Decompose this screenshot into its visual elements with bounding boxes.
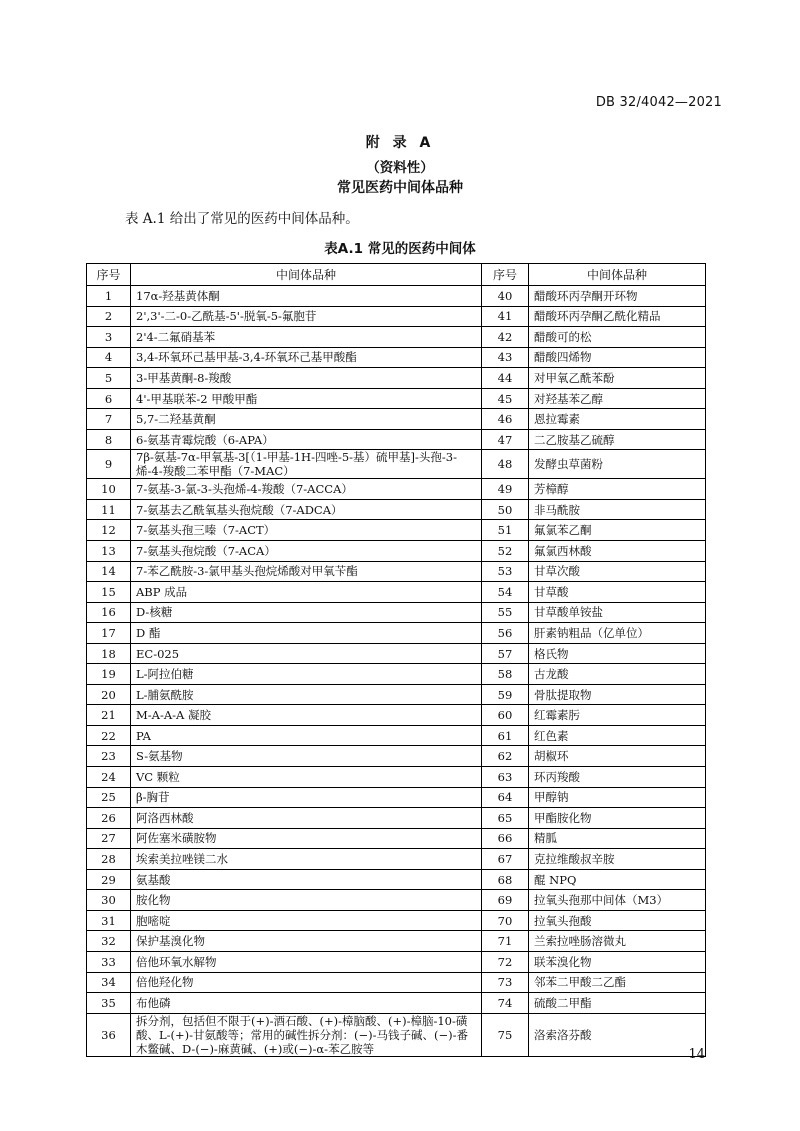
- table-row: [87, 849, 706, 870]
- intermediate-cell: 邻苯二甲酸二乙酯: [529, 972, 706, 993]
- intermediate-cell: 阿洛西林酸: [131, 808, 482, 829]
- seq-cell: 41: [482, 306, 529, 327]
- table-row: [87, 767, 706, 788]
- seq-cell: 48: [482, 450, 529, 479]
- seq-cell: 21: [87, 705, 131, 726]
- intermediate-cell: 倍他羟化物: [131, 972, 482, 993]
- header-name-right: 中间体品种: [529, 264, 706, 286]
- seq-cell: 54: [482, 582, 529, 603]
- intermediate-cell: 古龙酸: [529, 664, 706, 685]
- seq-cell: 7: [87, 409, 131, 430]
- seq-cell: 64: [482, 787, 529, 808]
- table-row: [87, 643, 706, 664]
- seq-cell: 30: [87, 890, 131, 911]
- seq-cell: 62: [482, 746, 529, 767]
- seq-cell: 12: [87, 520, 131, 541]
- seq-cell: 74: [482, 993, 529, 1014]
- seq-cell: 58: [482, 664, 529, 685]
- intermediate-cell: 甘草酸: [529, 582, 706, 603]
- intermediate-cell: 4'-甲基联苯-2 甲酸甲酯: [131, 388, 482, 409]
- table-row: [87, 684, 706, 705]
- intermediate-cell: 芳樟醇: [529, 479, 706, 500]
- intermediate-cell: 氟氯苯乙酮: [529, 520, 706, 541]
- seq-cell: 63: [482, 767, 529, 788]
- intermediate-cell: 恩拉霉素: [529, 409, 706, 430]
- intermediate-cell: 7-苯乙酰胺-3-氯甲基头孢烷烯酸对甲氧苄酯: [131, 561, 482, 582]
- seq-cell: 49: [482, 479, 529, 500]
- header-seq-right: 序号: [482, 264, 529, 286]
- seq-cell: 20: [87, 684, 131, 705]
- seq-cell: 68: [482, 869, 529, 890]
- intermediate-cell: 7-氨基头孢烷酸（7-ACA）: [131, 541, 482, 562]
- page-number: 14: [688, 1047, 705, 1062]
- seq-cell: 16: [87, 602, 131, 623]
- table-row: [87, 499, 706, 520]
- seq-cell: 73: [482, 972, 529, 993]
- seq-cell: 53: [482, 561, 529, 582]
- intermediate-cell: 布他磷: [131, 993, 482, 1014]
- seq-cell: 47: [482, 429, 529, 450]
- document-id: DB 32/4042—2021: [595, 95, 722, 110]
- intermediate-cell: 甲醇钠: [529, 787, 706, 808]
- appendix-nature: （资料性）: [366, 160, 434, 176]
- seq-cell: 19: [87, 664, 131, 685]
- table-row: [87, 746, 706, 767]
- intermediate-cell: 氟氯西林酸: [529, 541, 706, 562]
- intermediate-cell: 精胍: [529, 828, 706, 849]
- seq-cell: 72: [482, 951, 529, 972]
- seq-cell: 25: [87, 787, 131, 808]
- seq-cell: 65: [482, 808, 529, 829]
- seq-cell: 45: [482, 388, 529, 409]
- seq-cell: 33: [87, 951, 131, 972]
- intermediate-cell: 甘草酸单铵盐: [529, 602, 706, 623]
- intermediate-cell: 拉氧头孢那中间体（M3）: [529, 890, 706, 911]
- intermediate-cell: 醋酸可的松: [529, 327, 706, 348]
- intermediate-cell: 甘草次酸: [529, 561, 706, 582]
- table-caption: 表A.1 常见的医药中间体: [324, 241, 476, 257]
- table-row: [87, 479, 706, 500]
- intermediate-cell: 3,4-环氧环己基甲基-3,4-环氧环己基甲酸酯: [131, 347, 482, 368]
- intermediate-cell: 醌 NPQ: [529, 869, 706, 890]
- intermediate-cell: 二乙胺基乙硫醇: [529, 429, 706, 450]
- appendix-subject: 常见医药中间体品种: [337, 180, 463, 196]
- seq-cell: 42: [482, 327, 529, 348]
- table-row: [87, 450, 706, 479]
- table-row: [87, 808, 706, 829]
- intermediate-cell: 阿佐塞米磺胺物: [131, 828, 482, 849]
- seq-cell: 10: [87, 479, 131, 500]
- intermediate-cell: L-脯氨酰胺: [131, 684, 482, 705]
- seq-cell: 6: [87, 388, 131, 409]
- table-row: [87, 910, 706, 931]
- seq-cell: 35: [87, 993, 131, 1014]
- intermediate-cell: 胞嘧啶: [131, 910, 482, 931]
- seq-cell: 8: [87, 429, 131, 450]
- seq-cell: 15: [87, 582, 131, 603]
- seq-cell: 44: [482, 368, 529, 389]
- intermediate-cell: 甲酯胺化物: [529, 808, 706, 829]
- table-row: [87, 541, 706, 562]
- seq-cell: 23: [87, 746, 131, 767]
- intermediate-cell: 拉氧头孢酸: [529, 910, 706, 931]
- table-row: [87, 368, 706, 389]
- intermediate-cell: 埃索美拉唑镁二水: [131, 849, 482, 870]
- appendix-title: 附 录 A: [365, 135, 435, 151]
- seq-cell: 24: [87, 767, 131, 788]
- table-row: [87, 664, 706, 685]
- seq-cell: 43: [482, 347, 529, 368]
- table-row: [87, 429, 706, 450]
- seq-cell: 3: [87, 327, 131, 348]
- seq-cell: 9: [87, 450, 131, 479]
- seq-cell: 56: [482, 623, 529, 644]
- intermediate-cell: VC 颗粒: [131, 767, 482, 788]
- seq-cell: 57: [482, 643, 529, 664]
- seq-cell: 55: [482, 602, 529, 623]
- table-row: [87, 561, 706, 582]
- intermediate-cell: 6-氨基青霉烷酸（6-APA）: [131, 429, 482, 450]
- seq-cell: 14: [87, 561, 131, 582]
- seq-cell: 36: [87, 1013, 131, 1056]
- header-seq-left: 序号: [87, 264, 131, 286]
- table-row: [87, 869, 706, 890]
- intermediate-cell: 发酵虫草菌粉: [529, 450, 706, 479]
- intermediate-cell: 对甲氧乙酰苯酚: [529, 368, 706, 389]
- intermediate-cell: 硫酸二甲酯: [529, 993, 706, 1014]
- intermediate-cell: 17α-羟基黄体酮: [131, 286, 482, 307]
- table-row: [87, 972, 706, 993]
- seq-cell: 34: [87, 972, 131, 993]
- seq-cell: 52: [482, 541, 529, 562]
- intermediate-cell: M-A-A-A 凝胶: [131, 705, 482, 726]
- table-row: [87, 347, 706, 368]
- intermediate-cell: D 酯: [131, 623, 482, 644]
- seq-cell: 26: [87, 808, 131, 829]
- intermediate-cell: 克拉维酸叔辛胺: [529, 849, 706, 870]
- intermediate-cell: 5,7-二羟基黄酮: [131, 409, 482, 430]
- seq-cell: 17: [87, 623, 131, 644]
- intermediate-cell: 3-甲基黄酮-8-羧酸: [131, 368, 482, 389]
- intermediate-cell: 胡椒环: [529, 746, 706, 767]
- seq-cell: 31: [87, 910, 131, 931]
- intermediate-cell: 醋酸环丙孕酮乙酰化精品: [529, 306, 706, 327]
- intermediate-cell: S-氨基物: [131, 746, 482, 767]
- intermediate-cell: 7-氨基-3-氯-3-头孢烯-4-羧酸（7-ACCA）: [131, 479, 482, 500]
- intermediate-cell: 骨肽提取物: [529, 684, 706, 705]
- table-row: [87, 951, 706, 972]
- intermediate-cell: 7-氨基头孢三嗪（7-ACT）: [131, 520, 482, 541]
- intermediate-cell: 保护基溴化物: [131, 931, 482, 952]
- header-name-left: 中间体品种: [131, 264, 482, 286]
- table-row: [87, 306, 706, 327]
- table-row: [87, 931, 706, 952]
- seq-cell: 51: [482, 520, 529, 541]
- intermediate-cell: 环丙羧酸: [529, 767, 706, 788]
- intermediate-cell: 氨基酸: [131, 869, 482, 890]
- intermediate-cell: 7-氨基去乙酰氧基头孢烷酸（7-ADCA）: [131, 499, 482, 520]
- table-row: [87, 787, 706, 808]
- table-row: [87, 327, 706, 348]
- intermediate-cell: 拆分剂，包括但不限于(+)-酒石酸、(+)-樟脑酸、(+)-樟脑-10-磺酸、L-(+)-甘氨酸等；常用的碱性拆分剂：(−)-马钱子碱、(−)-番木鳖碱、D-(−)-麻黄碱、(+)或(−)-α-苯乙胺等: [131, 1013, 482, 1056]
- seq-cell: 5: [87, 368, 131, 389]
- table-row: [87, 1013, 706, 1056]
- seq-cell: 22: [87, 725, 131, 746]
- intermediate-cell: 对羟基苯乙醇: [529, 388, 706, 409]
- intermediate-cell: 非马酰胺: [529, 499, 706, 520]
- seq-cell: 29: [87, 869, 131, 890]
- table-row: [87, 828, 706, 849]
- table-row: [87, 890, 706, 911]
- table-header-row: [87, 264, 706, 286]
- intermediate-cell: 7β-氨基-7α-甲氧基-3[（1-甲基-1H-四唑-5-基）硫甲基]-头孢-3-烯-4-羧酸二苯甲酯（7-MAC）: [131, 450, 482, 479]
- seq-cell: 32: [87, 931, 131, 952]
- intermediate-cell: β-胸苷: [131, 787, 482, 808]
- table-row: [87, 993, 706, 1014]
- table-row: [87, 388, 706, 409]
- intermediate-cell: 2',3'-二-0-乙酰基-5'-脱氧-5-氟胞苷: [131, 306, 482, 327]
- intermediate-cell: 兰索拉唑肠溶微丸: [529, 931, 706, 952]
- intermediate-cell: 肝素钠粗品（亿单位）: [529, 623, 706, 644]
- intermediate-cell: 2'4-二氟硝基苯: [131, 327, 482, 348]
- seq-cell: 28: [87, 849, 131, 870]
- table-row: [87, 582, 706, 603]
- seq-cell: 40: [482, 286, 529, 307]
- seq-cell: 13: [87, 541, 131, 562]
- seq-cell: 50: [482, 499, 529, 520]
- seq-cell: 71: [482, 931, 529, 952]
- table-row: [87, 602, 706, 623]
- intro-paragraph: 表 A.1 给出了常见的医药中间体品种。: [125, 211, 359, 227]
- seq-cell: 46: [482, 409, 529, 430]
- seq-cell: 11: [87, 499, 131, 520]
- intermediate-cell: PA: [131, 725, 482, 746]
- intermediate-cell: 联苯溴化物: [529, 951, 706, 972]
- table-row: [87, 409, 706, 430]
- seq-cell: 27: [87, 828, 131, 849]
- intermediate-cell: 洛索洛芬酸: [529, 1013, 706, 1056]
- seq-cell: 59: [482, 684, 529, 705]
- seq-cell: 61: [482, 725, 529, 746]
- intermediate-cell: EC-025: [131, 643, 482, 664]
- table-body: [87, 286, 706, 1057]
- intermediate-cell: 胺化物: [131, 890, 482, 911]
- intermediate-cell: 红霉素肟: [529, 705, 706, 726]
- seq-cell: 2: [87, 306, 131, 327]
- seq-cell: 69: [482, 890, 529, 911]
- table-row: [87, 725, 706, 746]
- seq-cell: 70: [482, 910, 529, 931]
- intermediates-table: [86, 263, 706, 1057]
- intermediate-cell: L-阿拉伯糖: [131, 664, 482, 685]
- intermediate-cell: D-核糖: [131, 602, 482, 623]
- intermediate-cell: 醋酸环丙孕酮开环物: [529, 286, 706, 307]
- seq-cell: 75: [482, 1013, 529, 1056]
- seq-cell: 66: [482, 828, 529, 849]
- table-row: [87, 286, 706, 307]
- seq-cell: 18: [87, 643, 131, 664]
- seq-cell: 60: [482, 705, 529, 726]
- intermediate-cell: ABP 成品: [131, 582, 482, 603]
- seq-cell: 1: [87, 286, 131, 307]
- intermediate-cell: 醋酸四烯物: [529, 347, 706, 368]
- intermediate-cell: 红色素: [529, 725, 706, 746]
- table-row: [87, 623, 706, 644]
- table-row: [87, 520, 706, 541]
- intermediate-cell: 格氏物: [529, 643, 706, 664]
- seq-cell: 4: [87, 347, 131, 368]
- table-row: [87, 705, 706, 726]
- seq-cell: 67: [482, 849, 529, 870]
- intermediate-cell: 倍他环氧水解物: [131, 951, 482, 972]
